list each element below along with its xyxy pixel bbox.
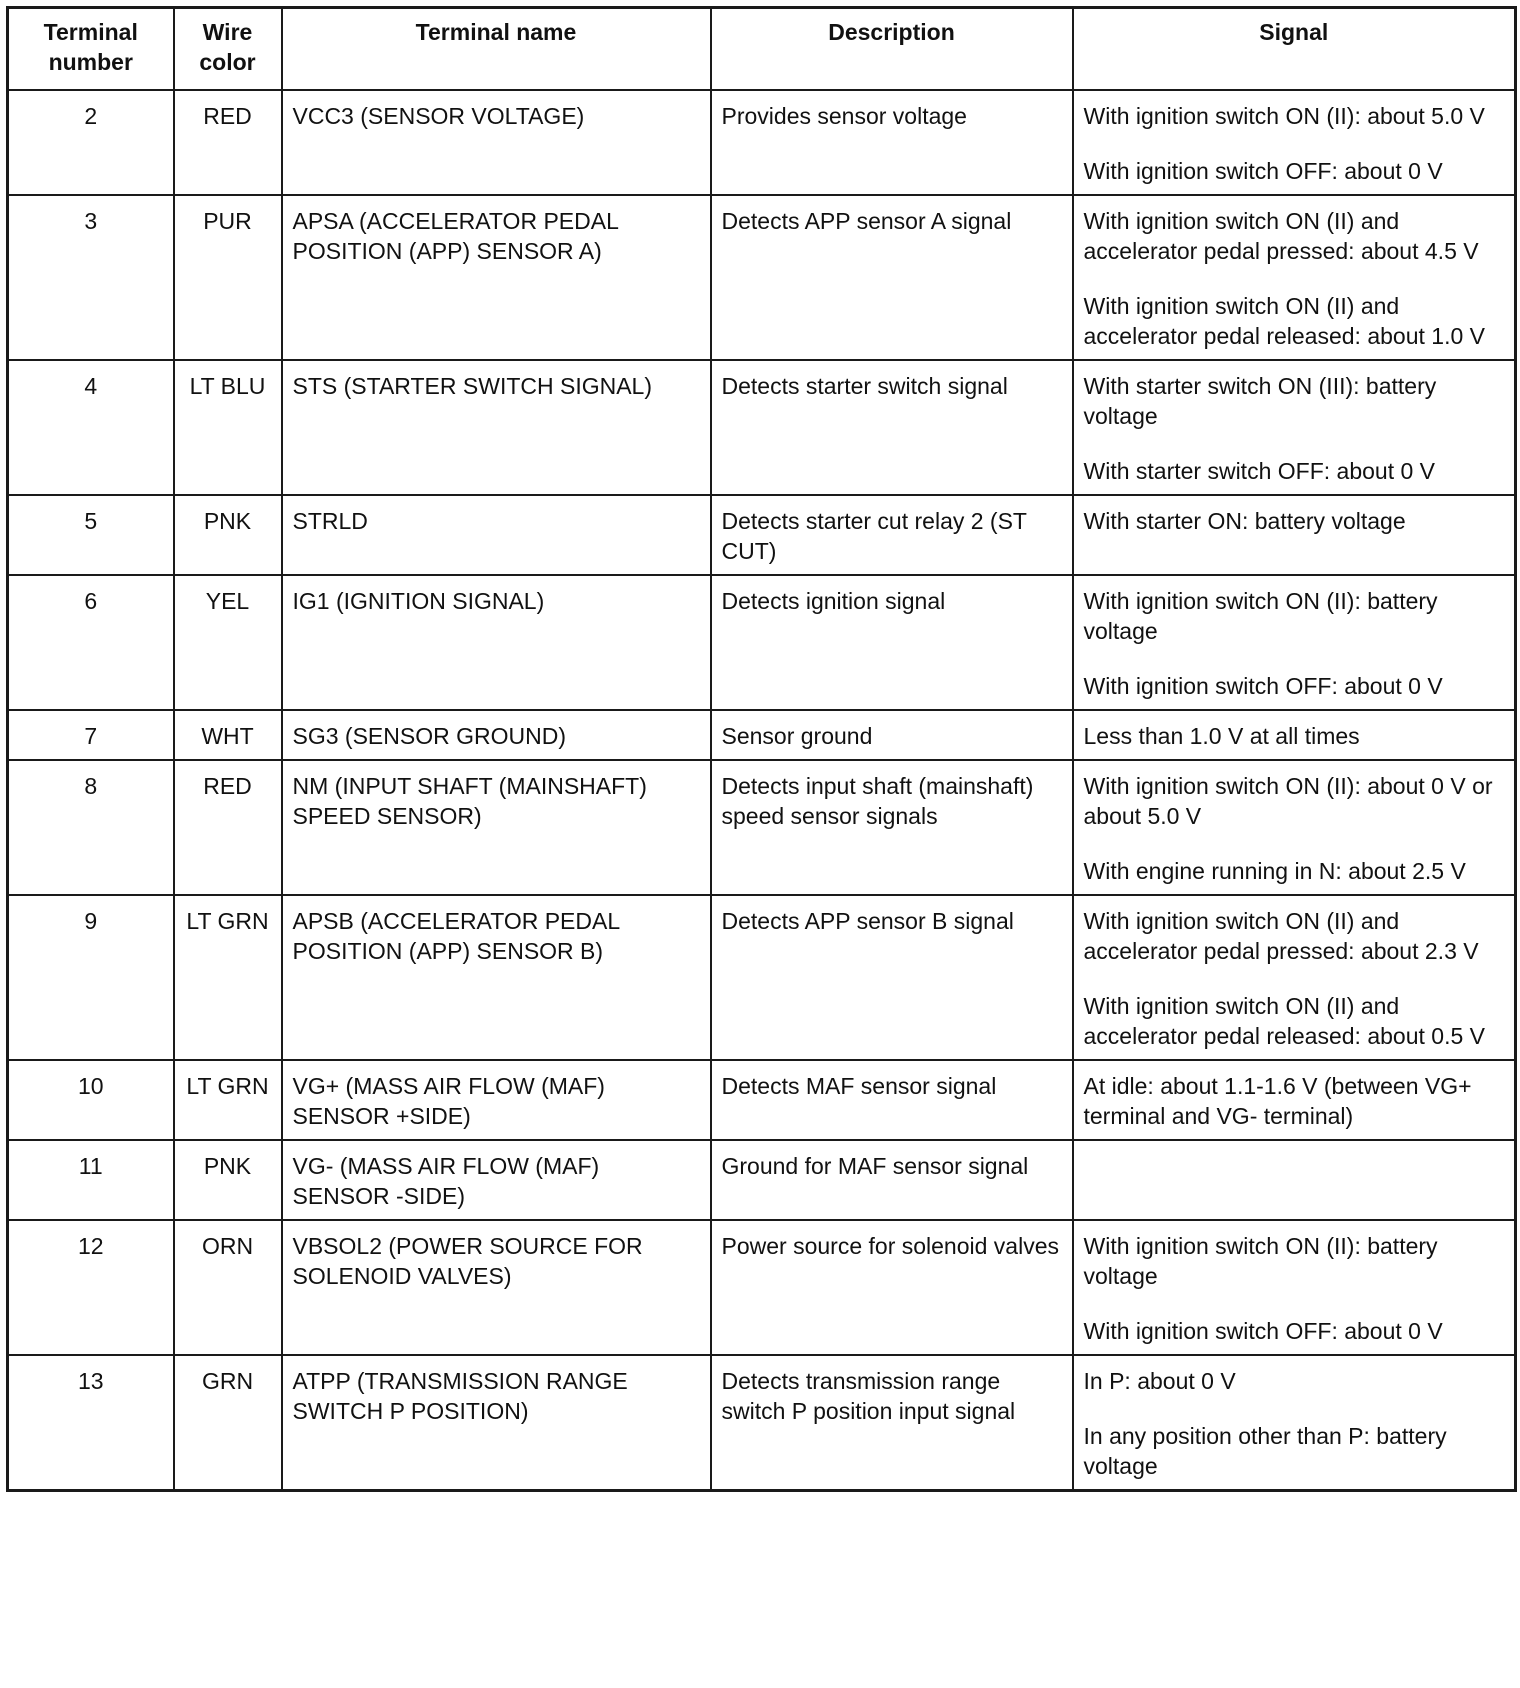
header-terminal-name: Terminal name bbox=[282, 8, 711, 91]
signal-line: With ignition switch ON (II) and accelerator pedal pressed: about 2.3 V bbox=[1083, 908, 1479, 964]
terminal-number-cell: 5 bbox=[8, 495, 174, 575]
terminal-name-cell: SG3 (SENSOR GROUND) bbox=[282, 710, 711, 760]
signal-line: Less than 1.0 V at all times bbox=[1083, 723, 1360, 749]
terminal-number-cell: 6 bbox=[8, 575, 174, 710]
description-cell: Detects APP sensor A signal bbox=[711, 195, 1073, 360]
table-row bbox=[8, 710, 1516, 760]
table-body bbox=[8, 90, 1516, 1491]
signal-line: With starter switch OFF: about 0 V bbox=[1083, 458, 1435, 484]
signal-cell bbox=[1073, 195, 1516, 360]
signal-line: With ignition switch ON (II): battery voltage bbox=[1083, 588, 1438, 644]
terminal-name-cell: ATPP (TRANSMISSION RANGE SWITCH P POSITION) bbox=[282, 1355, 711, 1491]
terminal-name-cell: STRLD bbox=[282, 495, 711, 575]
terminal-name-cell: NM (INPUT SHAFT (MAINSHAFT) SPEED SENSOR) bbox=[282, 760, 711, 895]
description-cell: Ground for MAF sensor signal bbox=[711, 1140, 1073, 1220]
header-signal: Signal bbox=[1073, 8, 1516, 91]
wire-color-cell: PUR bbox=[174, 195, 282, 360]
signal-cell bbox=[1073, 710, 1516, 760]
description-cell: Detects APP sensor B signal bbox=[711, 895, 1073, 1060]
terminal-number-cell: 4 bbox=[8, 360, 174, 495]
terminal-number-cell: 10 bbox=[8, 1060, 174, 1140]
header-terminal-number: Terminal number bbox=[8, 8, 174, 91]
wire-color-cell: ORN bbox=[174, 1220, 282, 1355]
terminal-number-cell: 2 bbox=[8, 90, 174, 195]
signal-line: With ignition switch ON (II): battery voltage bbox=[1083, 1233, 1438, 1289]
signal-cell bbox=[1073, 1355, 1516, 1491]
signal-cell bbox=[1073, 575, 1516, 710]
signal-cell bbox=[1073, 895, 1516, 1060]
terminal-name-cell: VG+ (MASS AIR FLOW (MAF) SENSOR +SIDE) bbox=[282, 1060, 711, 1140]
table-header-row bbox=[8, 8, 1516, 91]
terminal-name-cell: VBSOL2 (POWER SOURCE FOR SOLENOID VALVES) bbox=[282, 1220, 711, 1355]
description-cell: Detects ignition signal bbox=[711, 575, 1073, 710]
signal-line: At idle: about 1.1-1.6 V (between VG+ terminal and VG- terminal) bbox=[1083, 1073, 1472, 1129]
header-description: Description bbox=[711, 8, 1073, 91]
table-row bbox=[8, 1220, 1516, 1355]
signal-line: With ignition switch OFF: about 0 V bbox=[1083, 158, 1443, 184]
signal-cell bbox=[1073, 760, 1516, 895]
signal-line: With ignition switch ON (II): about 0 V or about 5.0 V bbox=[1083, 773, 1493, 829]
description-cell: Detects transmission range switch P position input signal bbox=[711, 1355, 1073, 1491]
signal-cell bbox=[1073, 1060, 1516, 1140]
table-row bbox=[8, 760, 1516, 895]
terminal-name-cell: APSB (ACCELERATOR PEDAL POSITION (APP) SENSOR B) bbox=[282, 895, 711, 1060]
description-cell: Power source for solenoid valves bbox=[711, 1220, 1073, 1355]
signal-line: With engine running in N: about 2.5 V bbox=[1083, 858, 1466, 884]
wire-color-cell: PNK bbox=[174, 495, 282, 575]
description-cell: Sensor ground bbox=[711, 710, 1073, 760]
terminal-name-cell: APSA (ACCELERATOR PEDAL POSITION (APP) SENSOR A) bbox=[282, 195, 711, 360]
table-row bbox=[8, 1060, 1516, 1140]
description-cell: Detects starter switch signal bbox=[711, 360, 1073, 495]
terminal-name-cell: VCC3 (SENSOR VOLTAGE) bbox=[282, 90, 711, 195]
terminal-name-cell: STS (STARTER SWITCH SIGNAL) bbox=[282, 360, 711, 495]
signal-line: With ignition switch OFF: about 0 V bbox=[1083, 1318, 1443, 1344]
signal-cell bbox=[1073, 90, 1516, 195]
terminal-number-cell: 7 bbox=[8, 710, 174, 760]
description-cell: Detects input shaft (mainshaft) speed sensor signals bbox=[711, 760, 1073, 895]
description-cell: Provides sensor voltage bbox=[711, 90, 1073, 195]
wire-color-cell: LT BLU bbox=[174, 360, 282, 495]
signal-line: With ignition switch OFF: about 0 V bbox=[1083, 673, 1443, 699]
signal-line: In any position other than P: battery voltage bbox=[1083, 1423, 1447, 1479]
terminal-number-cell: 3 bbox=[8, 195, 174, 360]
terminal-number-cell: 9 bbox=[8, 895, 174, 1060]
signal-line: With ignition switch ON (II) and accelerator pedal released: about 1.0 V bbox=[1083, 293, 1485, 349]
terminal-number-cell: 8 bbox=[8, 760, 174, 895]
table-row bbox=[8, 575, 1516, 710]
table-row bbox=[8, 895, 1516, 1060]
signal-line: With ignition switch ON (II) and accelerator pedal released: about 0.5 V bbox=[1083, 993, 1485, 1049]
table-row bbox=[8, 90, 1516, 195]
signal-line: In P: about 0 V bbox=[1083, 1368, 1236, 1394]
wire-color-cell: LT GRN bbox=[174, 1060, 282, 1140]
signal-line: With ignition switch ON (II): about 5.0 V bbox=[1083, 103, 1485, 129]
terminal-number-cell: 12 bbox=[8, 1220, 174, 1355]
description-cell: Detects starter cut relay 2 (ST CUT) bbox=[711, 495, 1073, 575]
wire-color-cell: RED bbox=[174, 90, 282, 195]
terminal-number-cell: 13 bbox=[8, 1355, 174, 1491]
terminal-name-cell: IG1 (IGNITION SIGNAL) bbox=[282, 575, 711, 710]
wire-color-cell: RED bbox=[174, 760, 282, 895]
terminal-name-cell: VG- (MASS AIR FLOW (MAF) SENSOR -SIDE) bbox=[282, 1140, 711, 1220]
wire-color-cell: PNK bbox=[174, 1140, 282, 1220]
table-row bbox=[8, 495, 1516, 575]
table-row bbox=[8, 360, 1516, 495]
signal-line: With starter switch ON (III): battery voltage bbox=[1083, 373, 1437, 429]
table-row bbox=[8, 1355, 1516, 1491]
wire-color-cell: YEL bbox=[174, 575, 282, 710]
terminal-number-cell: 11 bbox=[8, 1140, 174, 1220]
signal-cell bbox=[1073, 1140, 1516, 1220]
terminal-table bbox=[6, 6, 1517, 1492]
signal-cell bbox=[1073, 360, 1516, 495]
description-cell: Detects MAF sensor signal bbox=[711, 1060, 1073, 1140]
signal-line: With ignition switch ON (II) and accelerator pedal pressed: about 4.5 V bbox=[1083, 208, 1479, 264]
wire-color-cell: GRN bbox=[174, 1355, 282, 1491]
wire-color-cell: WHT bbox=[174, 710, 282, 760]
header-wire-color: Wire color bbox=[174, 8, 282, 91]
signal-line: With starter ON: battery voltage bbox=[1083, 508, 1406, 534]
table-row bbox=[8, 1140, 1516, 1220]
table-row bbox=[8, 195, 1516, 360]
signal-cell bbox=[1073, 495, 1516, 575]
signal-cell bbox=[1073, 1220, 1516, 1355]
wire-color-cell: LT GRN bbox=[174, 895, 282, 1060]
